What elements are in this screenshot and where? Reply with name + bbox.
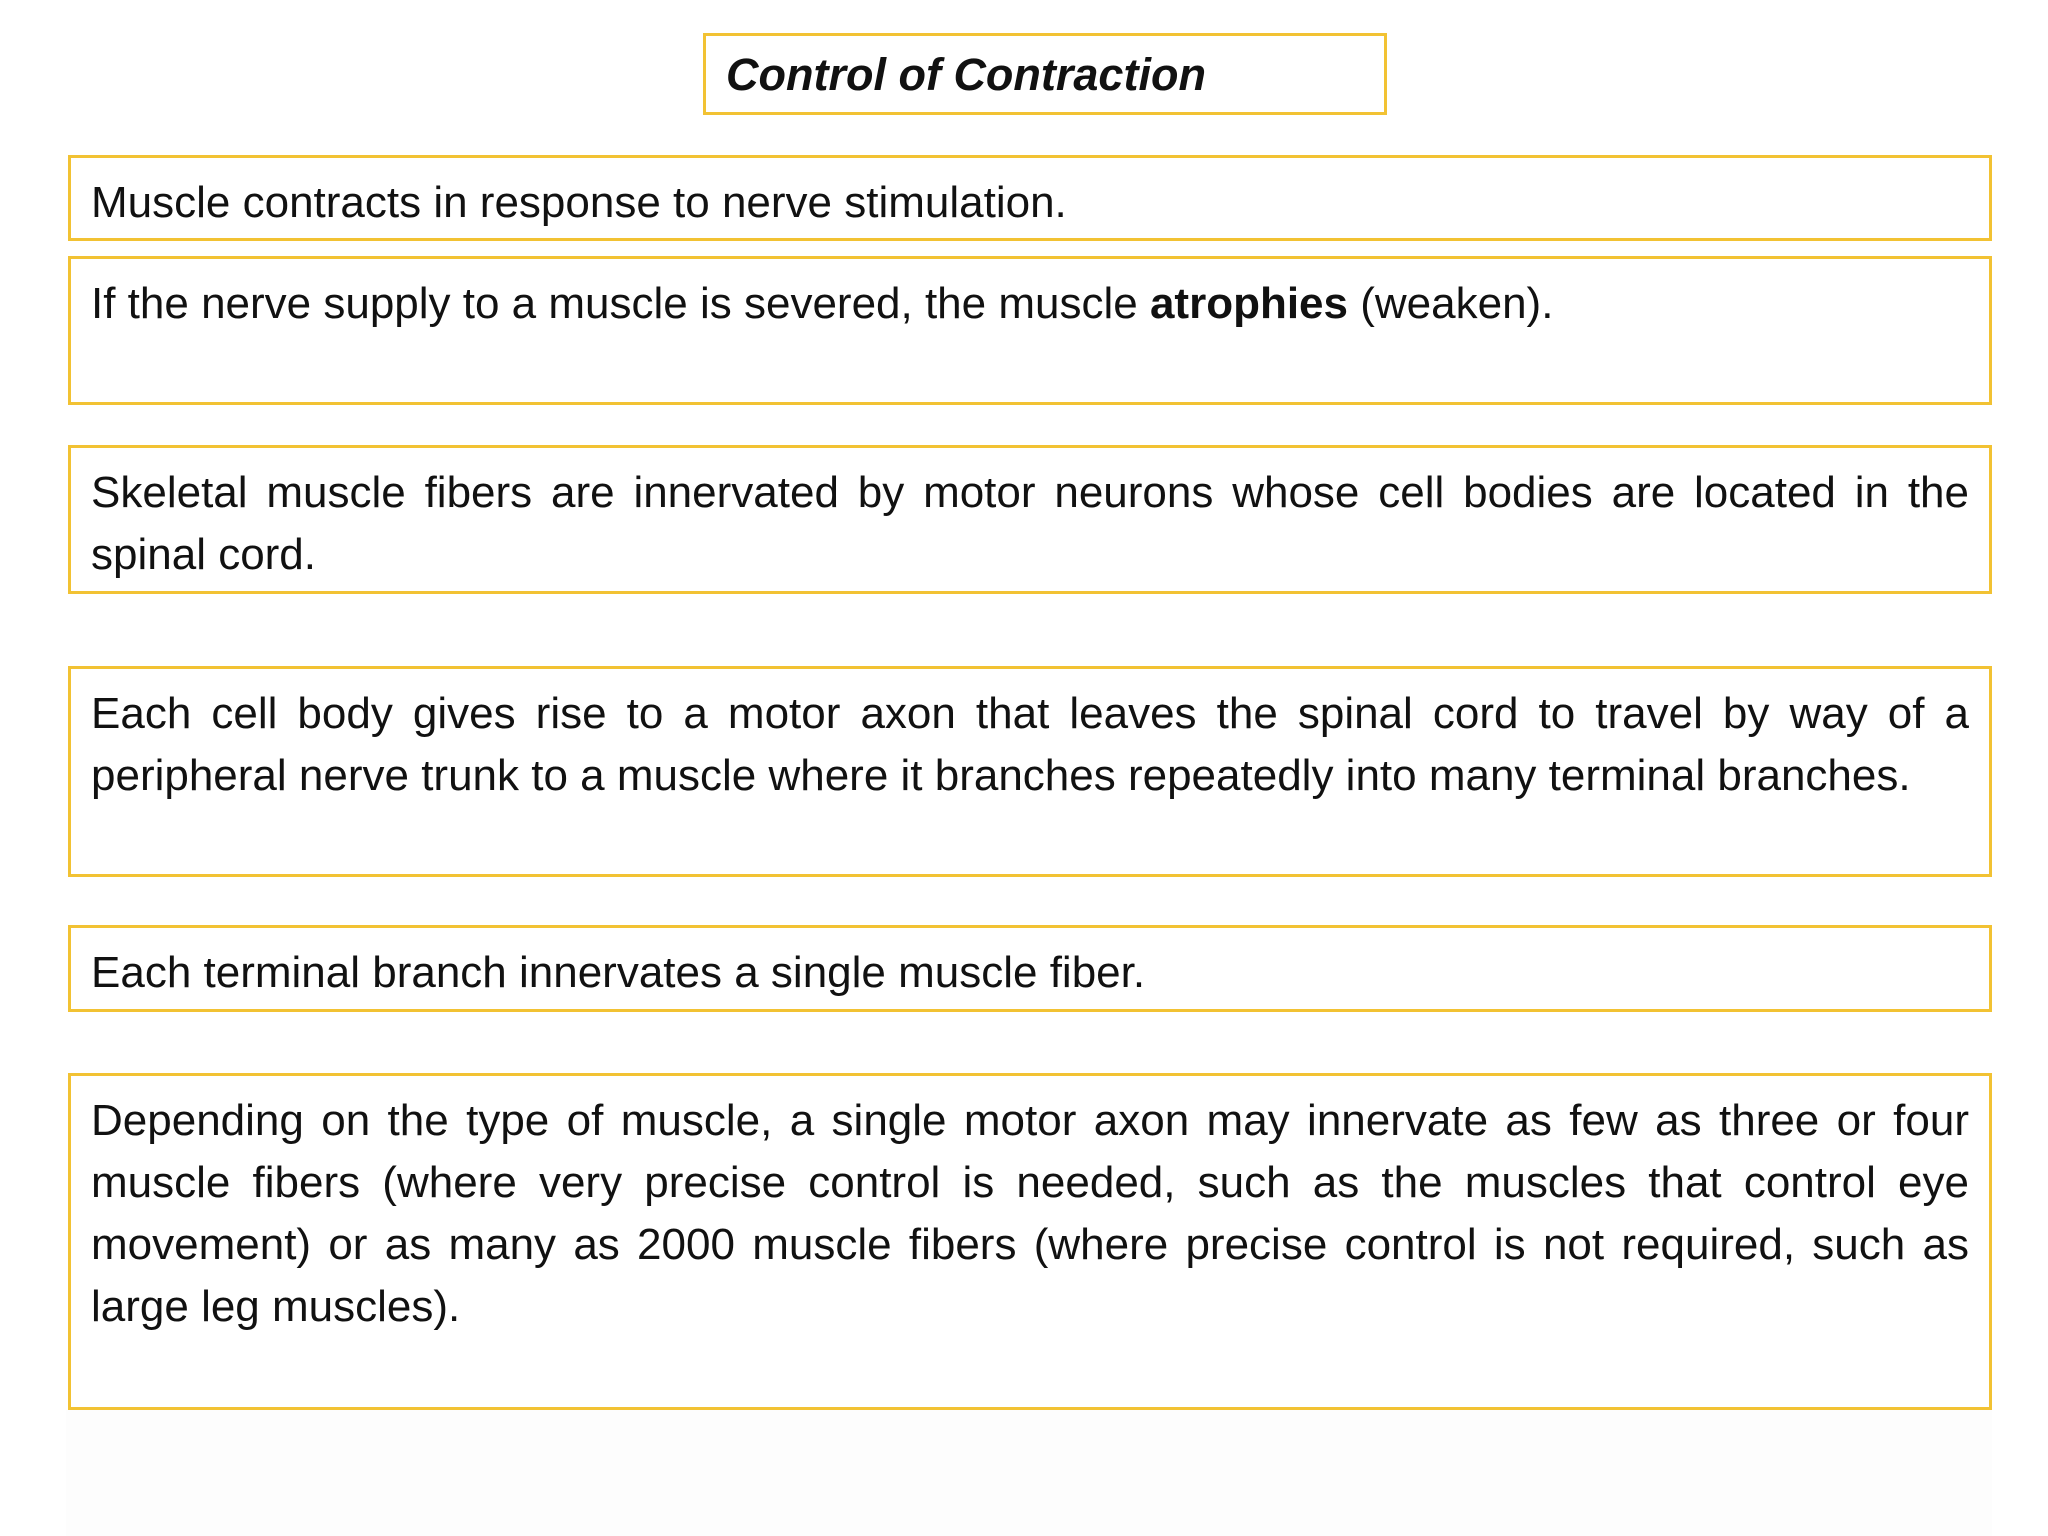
point-text-2: [91, 273, 1969, 335]
point-text-1: Muscle contracts in response to nerve stimulation.: [91, 178, 1067, 227]
point-box-1: [68, 155, 1992, 241]
point-box-2: [68, 256, 1992, 405]
point-text-3: Skeletal muscle fibers are innervated by motor neurons whose cell bodies are located in the spinal cord.: [91, 468, 1969, 579]
point-text-2-after: (weaken).: [1348, 279, 1554, 328]
point-box-3: [68, 445, 1992, 594]
point-text-2-emphasis: atrophies: [1149, 279, 1348, 328]
point-box-6: [68, 1073, 1992, 1410]
title-box: [703, 33, 1387, 115]
point-box-5: [68, 925, 1992, 1012]
slide-footer-shade: [66, 1410, 1992, 1536]
point-box-4: [68, 666, 1992, 877]
point-text-2-before: If the nerve supply to a muscle is severed, the muscle: [91, 279, 1150, 328]
point-text-5: Each terminal branch innervates a single muscle fiber.: [91, 948, 1146, 997]
point-text-4: Each cell body gives rise to a motor axon that leaves the spinal cord to travel by way of a peripheral nerve trunk to a muscle where it branches repeatedly into many terminal branches.: [91, 689, 1969, 800]
point-text-6: Depending on the type of muscle, a single motor axon may innervate as few as three or four muscle fibers (where very precise control is needed, such as the muscles that control eye movement) or as many as 2000 muscle fibers (where precise control is not required, such as large leg muscles).: [91, 1096, 1969, 1331]
slide-title: Control of Contraction: [726, 48, 1206, 100]
